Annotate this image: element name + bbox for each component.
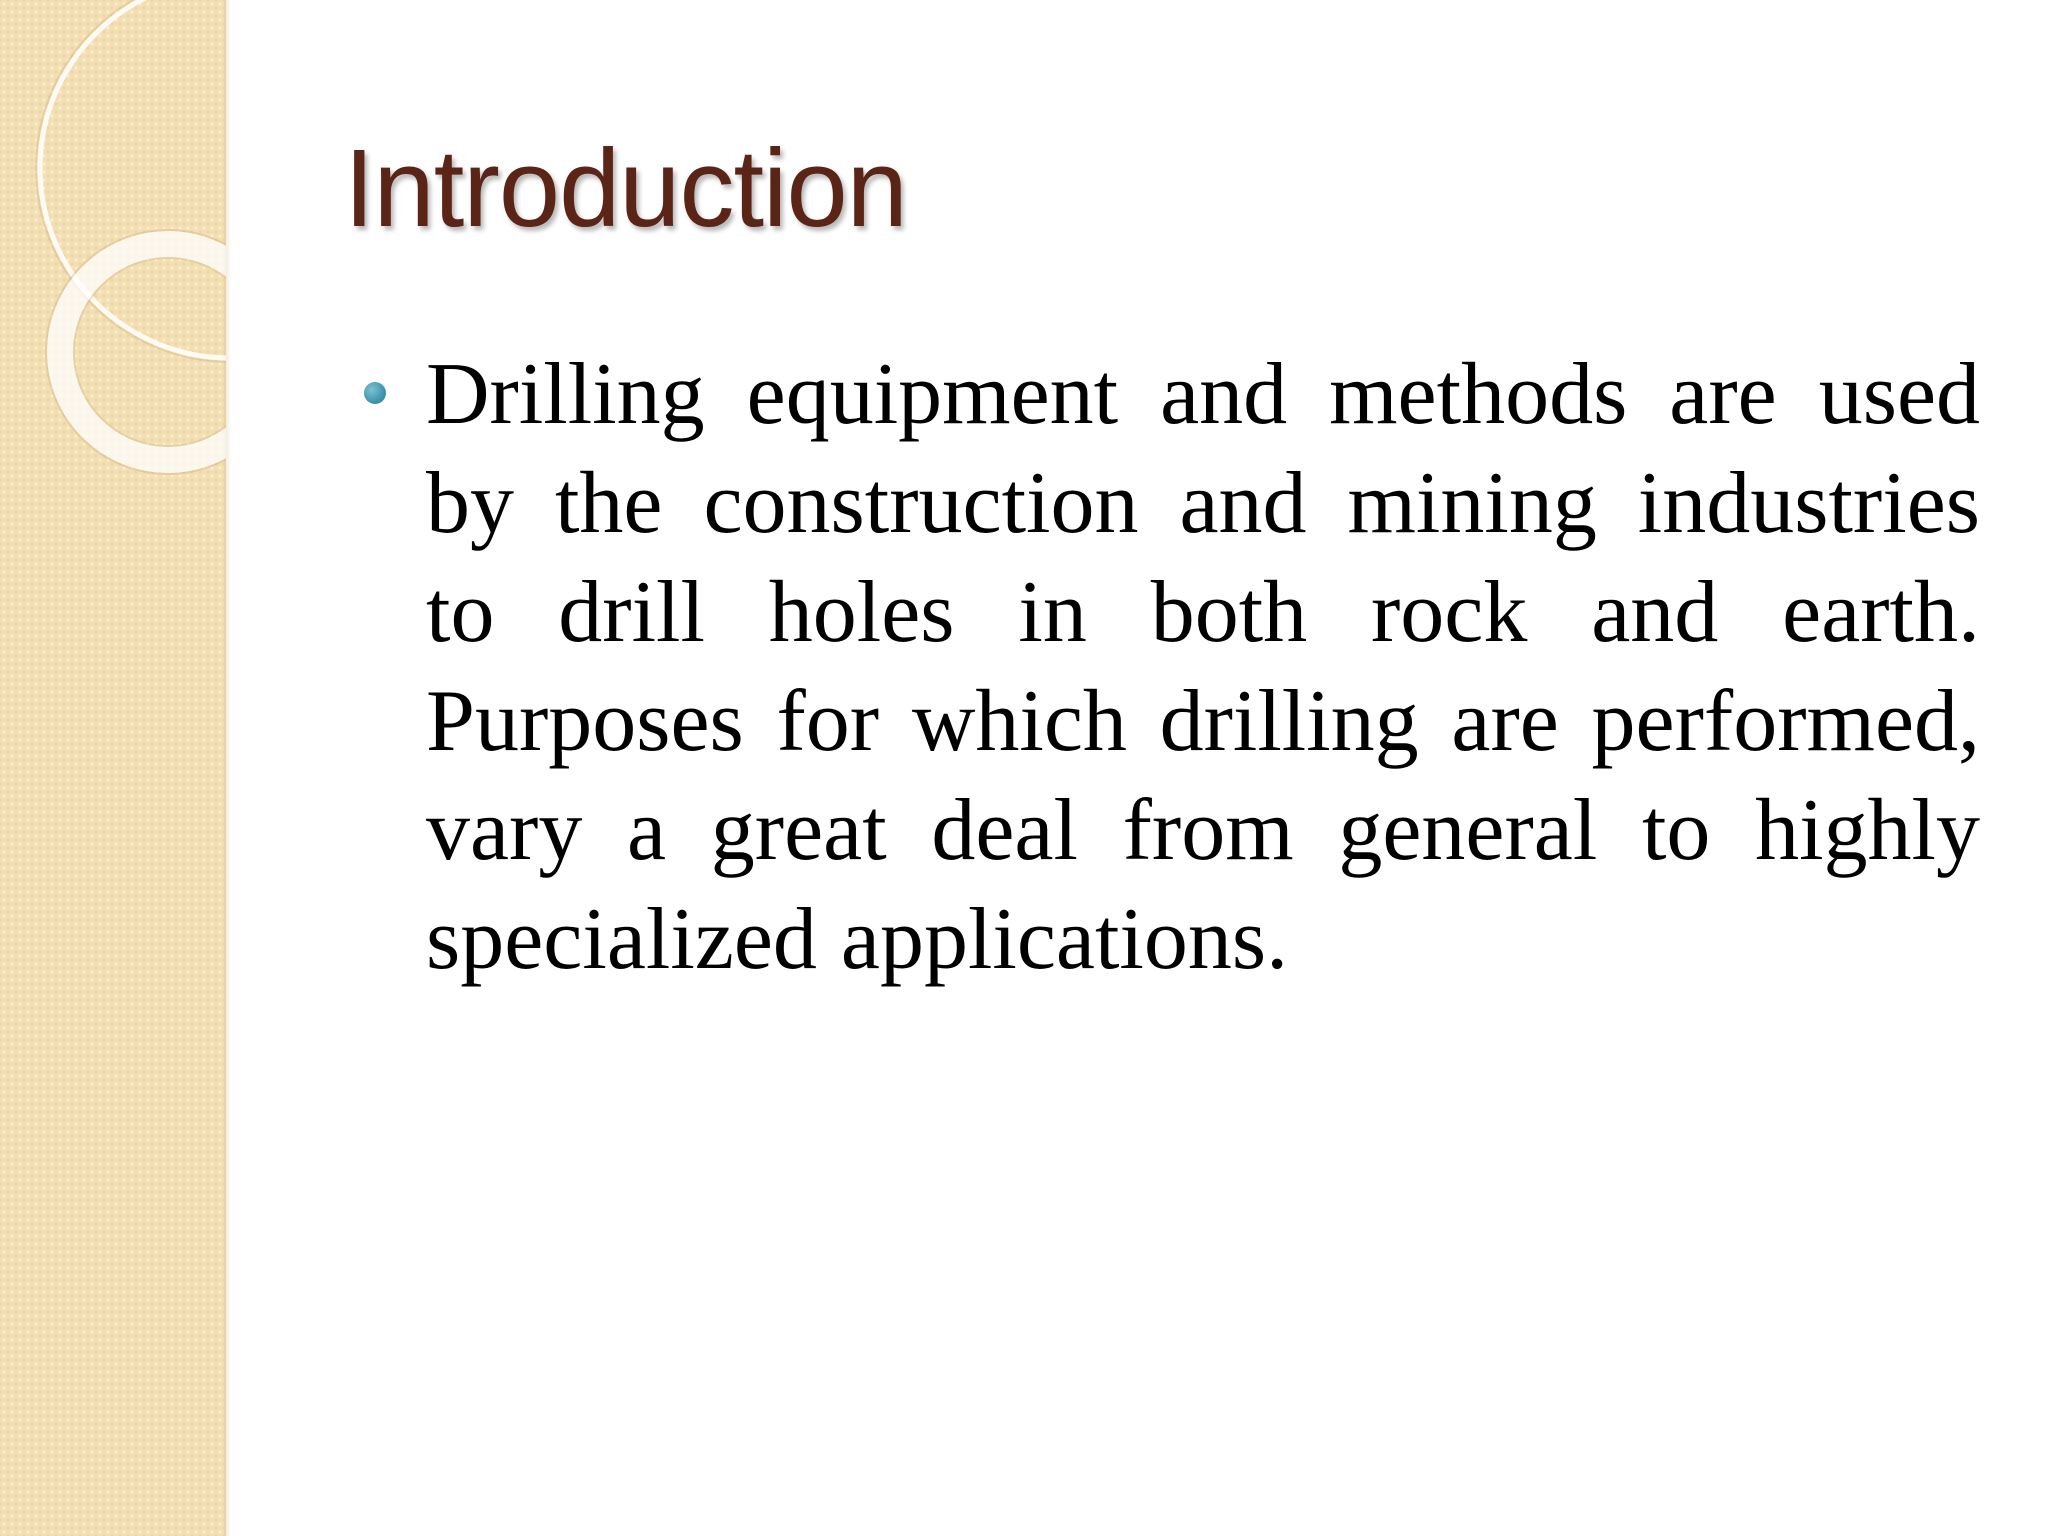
bullet-text: Drilling equipment and methods are used by the construction and mining industries to drill holes in both rock and earth. Purposes for which drilling are performed, vary a great deal from general to highly specialized applications. [426,346,1980,988]
decorative-rings [0,0,240,520]
slide-title: Introduction [344,127,907,250]
bullet-list [364,340,1980,994]
bullet-dot-icon [364,382,386,404]
list-item [364,340,1980,994]
thick-ring [60,244,240,460]
